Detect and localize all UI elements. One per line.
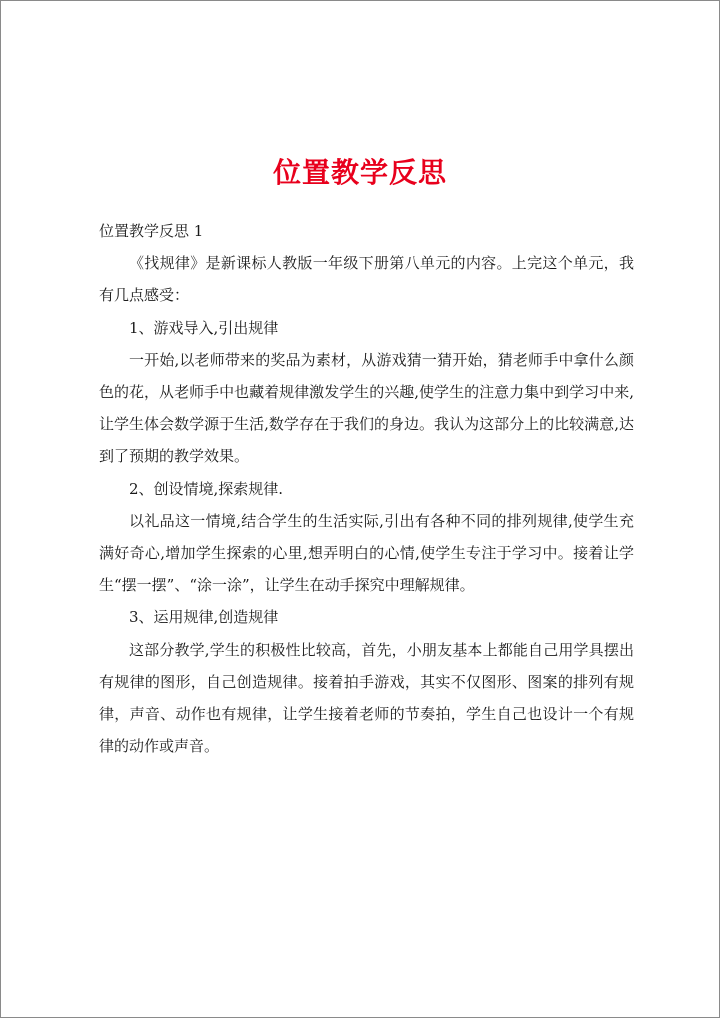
paragraph-1: 一开始,以老师带来的奖品为素材，从游戏猜一猜开始，猜老师手中拿什么颜色的花，从老师手中也藏着规律激发学生的兴趣,使学生的注意力集中到学习中来,让学生体会数学源于生活,数学存在于我们的身边。我认为这部分上的比较满意,达到了预期的教学效果。	[99, 350, 634, 466]
heading-1: 1、游戏导入,引出规律	[129, 318, 279, 337]
paragraph-2: 以礼品这一情境,结合学生的生活实际,引出有各种不同的排列规律,使学生充满好奇心,增加学生探索的心里,想弄明白的心情,使学生专注于学习中。接着让学生“摆一摆”、“涂一涂”，让学生在动手探究中理解规律。	[99, 511, 634, 595]
paragraph-3: 这部分教学,学生的积极性比较高，首先，小朋友基本上都能自己用学具摆出有规律的图形，自己创造规律。接着拍手游戏，其实不仅图形、图案的排列有规律，声音、动作也有规律，让学生接着老师的节奏拍，学生自己也设计一个有规律的动作或声音。	[99, 640, 634, 756]
section-subtitle: 位置教学反思 1	[99, 222, 204, 240]
paragraph-intro: 《找规律》是新课标人教版一年级下册第八单元的内容。上完这个单元，我有几点感受：	[99, 254, 634, 305]
heading-3: 3、运用规律,创造规律	[129, 608, 279, 627]
heading-2: 2、创设情境,探索规律.	[129, 479, 284, 498]
document-body	[99, 215, 634, 762]
document-title: 位置教学反思	[272, 156, 447, 189]
